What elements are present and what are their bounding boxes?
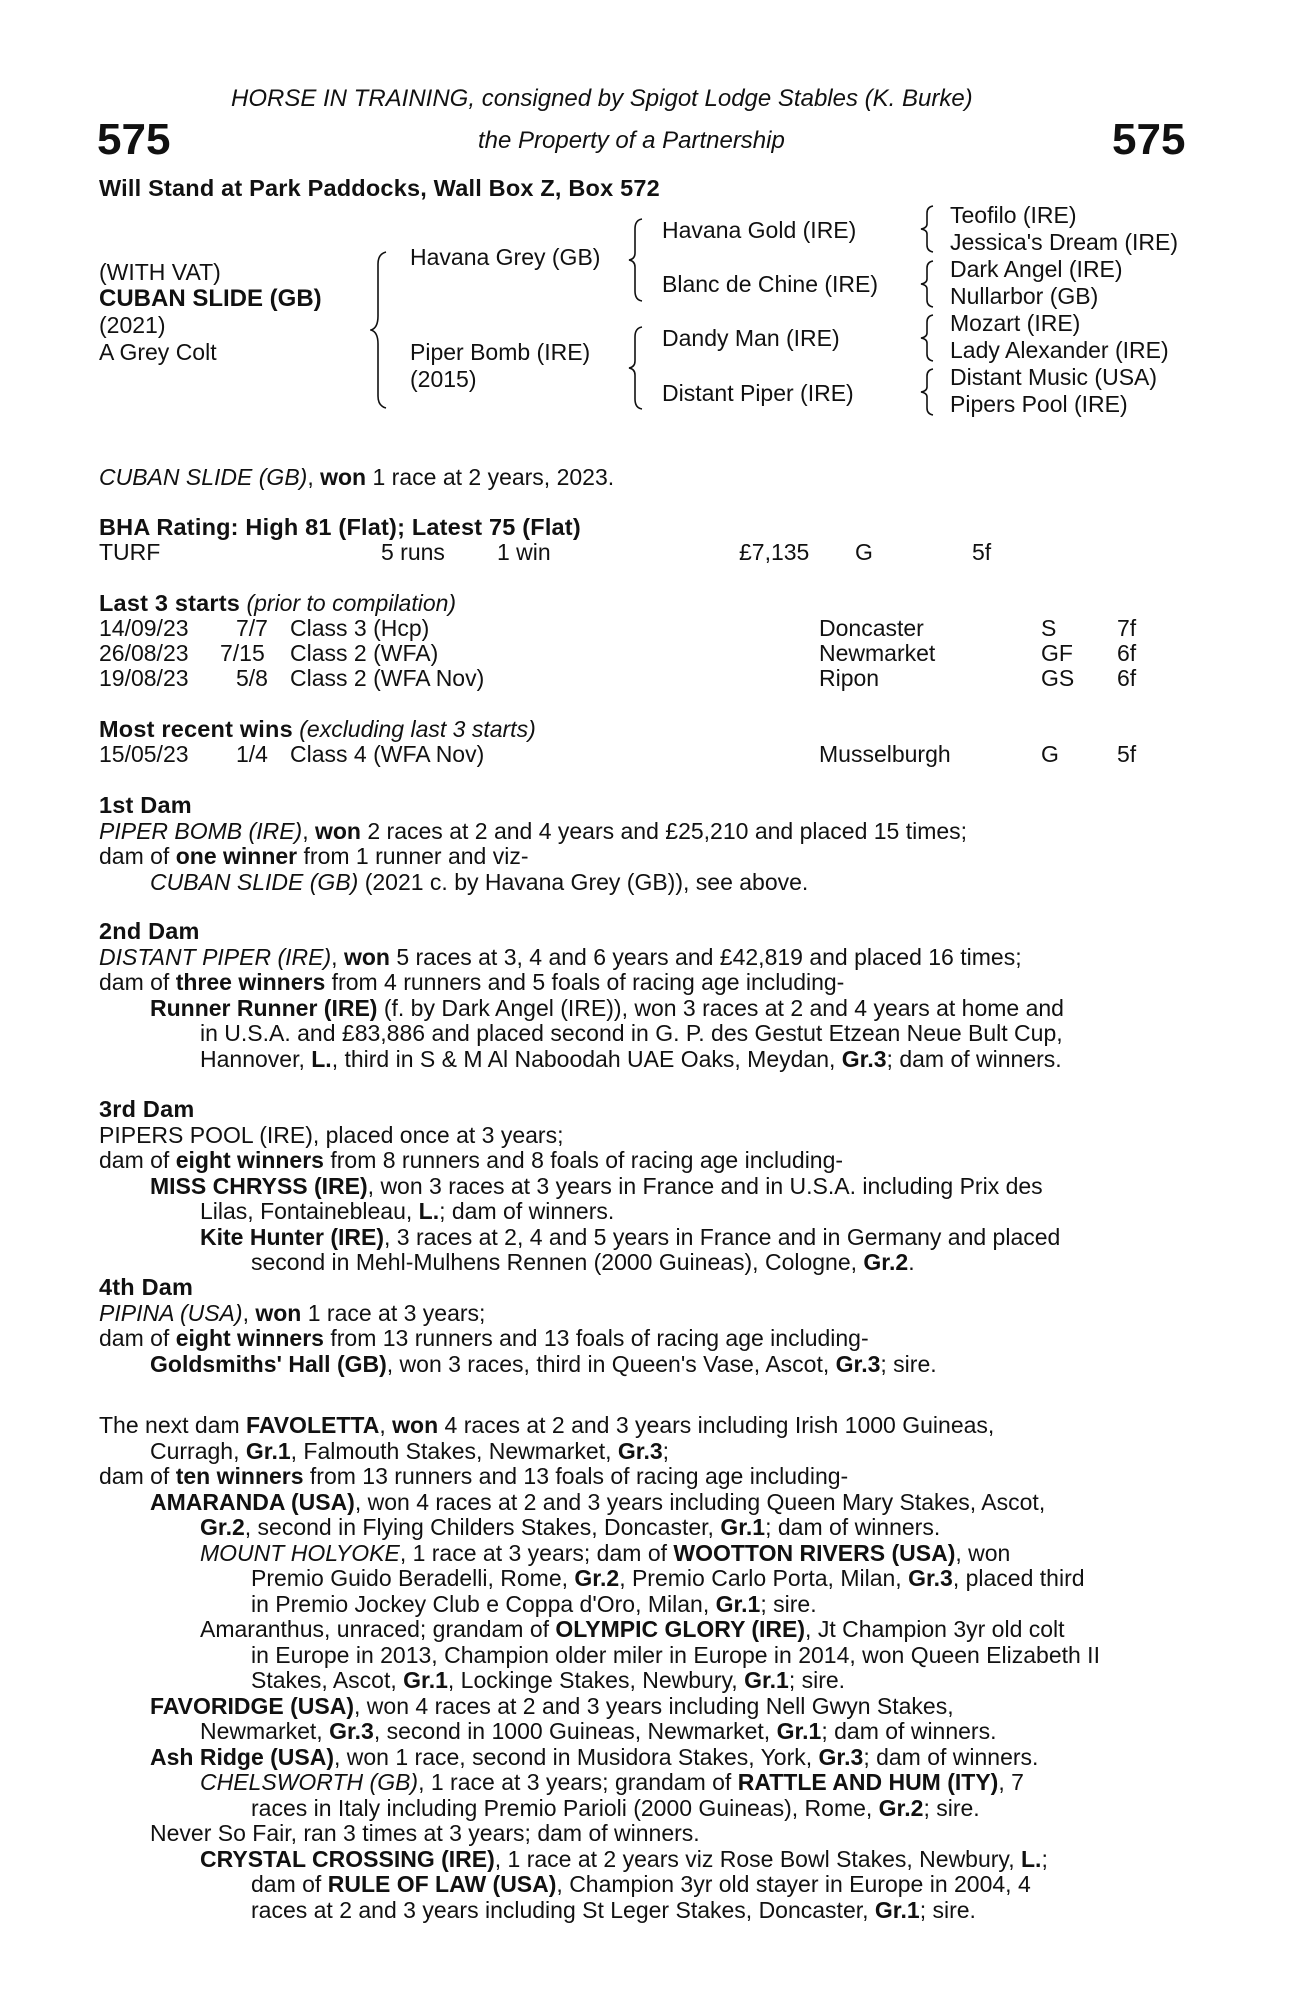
second-dam-section — [99, 919, 1198, 1072]
progeny-name: CRYSTAL CROSSING (IRE) — [200, 1845, 495, 1872]
grade: Gr.1 — [245, 1437, 291, 1464]
progeny-name: RULE OF LAW (USA) — [327, 1871, 557, 1897]
win-distance: 5f — [1117, 741, 1137, 767]
text: The next dam — [99, 1412, 247, 1438]
start-distance: 6f — [1117, 640, 1137, 666]
text: Lilas, Fontainebleau, — [200, 1198, 419, 1224]
progeny-line — [99, 1694, 1198, 1720]
pedigree-brace-dam — [628, 325, 650, 411]
text: ; sire. — [880, 1350, 937, 1377]
win-going: G — [1041, 741, 1059, 767]
progeny-name: Goldsmiths' Hall (GB) — [150, 1350, 387, 1377]
pedigree-brace-sd — [920, 259, 940, 309]
dam-produce — [99, 1326, 1198, 1352]
grade: Gr.2 — [863, 1249, 909, 1275]
start-going: GS — [1041, 665, 1075, 691]
grade: Gr.2 — [200, 1514, 245, 1540]
dam-record: PIPERS POOL (IRE), placed once at 3 years; — [99, 1121, 564, 1148]
progeny-line — [99, 1047, 1198, 1073]
progeny-name: AMARANDA (USA) — [150, 1488, 355, 1515]
text: , Falmouth Stakes, Newmarket, — [290, 1437, 618, 1464]
progeny-name: MISS CHRYSS (IRE) — [150, 1172, 368, 1199]
progeny-name: RATTLE AND HUM (ITY) — [737, 1769, 999, 1795]
grade: Gr.3 — [841, 1045, 887, 1072]
dam-record — [99, 819, 1198, 845]
fourth-dam-section — [99, 1275, 1198, 1377]
text: Newmarket, — [200, 1718, 330, 1744]
start-date: 19/08/23 — [99, 665, 189, 691]
pedigree-brace-dd — [920, 367, 940, 417]
text: , won 4 races at 2 and 3 years including Queen Mary Stakes, Ascot, — [354, 1488, 1046, 1515]
dd-dam: Pipers Pool (IRE) — [950, 391, 1128, 417]
pedigree-brace-ds — [920, 313, 940, 363]
grade: Gr.3 — [835, 1350, 881, 1377]
grade: L. — [311, 1045, 332, 1072]
text: , — [331, 943, 344, 970]
text: , — [302, 817, 315, 844]
text: ; sire. — [788, 1667, 846, 1693]
text: , 3 races at 2, 4 and 5 years in France and in Germany and placed — [384, 1223, 1061, 1250]
text: ; — [1041, 1845, 1048, 1872]
text: from 4 runners and 5 foals of racing age including- — [325, 969, 845, 995]
third-dam-section — [99, 1097, 1198, 1276]
vat-note: (WITH VAT) — [99, 259, 221, 285]
start-course: Ripon — [819, 665, 880, 691]
progeny-line — [99, 1225, 1198, 1251]
progeny-line — [99, 1821, 1198, 1847]
text: from 8 runners and 8 foals of racing age including- — [323, 1147, 844, 1173]
section-title: 1st Dam — [99, 792, 192, 818]
dam-produce — [99, 1148, 1198, 1174]
text: , third in S & M Al Naboodah UAE Oaks, Meydan, — [331, 1045, 842, 1072]
wins: 1 win — [497, 539, 551, 565]
start-class: Class 2 (WFA) — [290, 640, 439, 666]
grade: Gr.1 — [744, 1667, 789, 1693]
text: , 1 race at 3 years; dam of — [399, 1539, 674, 1566]
text: ; dam of winners. — [439, 1198, 615, 1224]
grade: Gr.3 — [818, 1743, 864, 1770]
property-line: the Property of a Partnership — [478, 127, 785, 154]
distance: 5f — [972, 539, 992, 565]
lot-number-right: 575 — [1112, 115, 1186, 164]
text: , won 3 races, third in Queen's Vase, Ascot, — [386, 1350, 836, 1377]
next-dam-record — [99, 1413, 1198, 1439]
grade: Gr.2 — [574, 1565, 620, 1591]
progeny-name: Kite Hunter (IRE) — [200, 1223, 384, 1250]
win-course: Musselburgh — [819, 741, 951, 767]
progeny-line — [99, 1515, 1198, 1541]
start-course: Doncaster — [819, 615, 924, 641]
text: Stakes, Ascot, — [251, 1667, 404, 1693]
dam-produce — [99, 1464, 1198, 1490]
text: , Premio Carlo Porta, Milan, — [619, 1565, 909, 1591]
text: , won 1 race, second in Musidora Stakes, York, — [334, 1743, 819, 1770]
start-going: S — [1041, 615, 1057, 641]
summary-comma: , — [307, 464, 321, 490]
text: , won 4 races at 2 and 3 years including Nell Gwyn Stakes, — [354, 1692, 954, 1719]
text: from 13 runners and 13 foals of racing age including- — [323, 1325, 869, 1351]
summary-won: won — [320, 464, 367, 490]
start-position: 7/15 — [220, 640, 265, 666]
progeny-name: Ash Ridge (USA) — [150, 1743, 334, 1770]
text: in U.S.A. and £83,886 and placed second in G. P. des Gestut Etzean Neue Bult Cup, — [200, 1020, 1063, 1046]
ss-dam: Jessica's Dream (IRE) — [950, 229, 1179, 255]
pedigree-brace-sire — [628, 217, 650, 303]
progeny-name: CHELSWORTH (GB) — [200, 1769, 419, 1795]
text: ; sire. — [760, 1590, 817, 1617]
progeny-line — [99, 1199, 1198, 1225]
won-label: won — [314, 817, 361, 844]
ss-sire: Teofilo (IRE) — [950, 202, 1077, 228]
grade: Gr.1 — [720, 1514, 766, 1540]
progeny-line — [99, 996, 1198, 1022]
summary-rest: 1 race at 2 years, 2023. — [366, 464, 615, 490]
dam-record — [99, 1301, 1198, 1327]
text: 1 race at 3 years; — [301, 1299, 486, 1326]
pedigree-brace-main — [370, 250, 396, 410]
dam-name: PIPER BOMB (IRE) — [99, 817, 303, 844]
text: (f. by Dark Angel (IRE)), won 3 races at 2 and 4 years at home and — [377, 994, 1064, 1021]
text: , second in Flying Childers Stakes, Doncaster, — [244, 1514, 721, 1540]
next-dam-section — [99, 1413, 1198, 1923]
text: ; dam of winners. — [863, 1743, 1039, 1770]
last3-heading — [99, 591, 456, 617]
text-line — [99, 1439, 1198, 1465]
dam-record — [99, 945, 1198, 971]
progeny-name: Runner Runner (IRE) — [150, 994, 378, 1021]
text: , Lockinge Stakes, Newbury, — [447, 1667, 745, 1693]
text: , 7 — [998, 1769, 1024, 1795]
text: dam of — [99, 969, 176, 995]
dam-dam: Distant Piper (IRE) — [662, 380, 854, 406]
surface: TURF — [99, 539, 161, 565]
dd-sire: Distant Music (USA) — [950, 364, 1158, 390]
text: dam of — [99, 1463, 176, 1489]
text: Amaranthus, unraced; grandam of — [200, 1616, 556, 1642]
text: 5 races at 3, 4 and 6 years and £42,819 and placed 16 times; — [389, 943, 1022, 970]
winners-count: ten winners — [175, 1463, 304, 1489]
progeny-line — [99, 1352, 1198, 1378]
text: . — [908, 1249, 915, 1275]
text: second in Mehl-Mulhens Rennen (2000 Guineas), Cologne, — [251, 1249, 864, 1275]
win-position: 1/4 — [236, 741, 268, 767]
start-going: GF — [1041, 640, 1073, 666]
text: from 13 runners and 13 foals of racing age including- — [303, 1463, 849, 1489]
progeny-line — [99, 1643, 1198, 1669]
lot-number-left: 575 — [97, 115, 171, 164]
grade: Gr.1 — [403, 1667, 448, 1693]
runs: 5 runs — [381, 539, 445, 565]
text: , won — [955, 1539, 1011, 1566]
recent-note: (excluding last 3 starts) — [292, 716, 536, 742]
text: dam of — [99, 1147, 176, 1173]
rating-title: BHA Rating: High 81 (Flat); Latest 75 (Flat) — [99, 514, 581, 540]
going: G — [855, 539, 873, 565]
consignor-line: HORSE IN TRAINING, consigned by Spigot Lodge Stables (K. Burke) — [231, 85, 973, 112]
text: 2 races at 2 and 4 years and £25,210 and placed 15 times; — [360, 817, 968, 844]
text: ; dam of winners. — [765, 1514, 941, 1540]
summary-name: CUBAN SLIDE (GB) — [99, 464, 308, 490]
text: ; sire. — [923, 1794, 980, 1821]
grade: Gr.1 — [776, 1718, 822, 1744]
grade: Gr.3 — [329, 1718, 374, 1744]
progeny-line — [99, 1617, 1198, 1643]
progeny-line — [99, 1719, 1198, 1745]
win-date: 15/05/23 — [99, 741, 189, 767]
last3-note: (prior to compilation) — [240, 590, 457, 616]
text: , Jt Champion 3yr old colt — [805, 1616, 1065, 1642]
progeny-name: WOOTTON RIVERS (USA) — [673, 1539, 956, 1566]
text: , second in 1000 Guineas, Newmarket, — [373, 1718, 777, 1744]
text: Never So Fair, ran 3 times at 3 years; dam of winners. — [150, 1820, 700, 1846]
progeny-line — [99, 1872, 1198, 1898]
progeny-name: FAVORIDGE (USA) — [150, 1692, 355, 1719]
grade: Gr.3 — [908, 1565, 953, 1591]
winners-count: eight winners — [175, 1325, 324, 1351]
progeny-line — [99, 1898, 1198, 1924]
horse-description: A Grey Colt — [99, 339, 217, 365]
sire-dam: Blanc de Chine (IRE) — [662, 271, 879, 297]
recent-title: Most recent wins — [99, 716, 293, 742]
text: 4 races at 2 and 3 years including Irish 1000 Guineas, — [438, 1412, 995, 1438]
start-row — [99, 641, 1199, 666]
won-label: won — [255, 1299, 302, 1326]
rating-row — [99, 540, 1199, 565]
start-distance: 7f — [1117, 615, 1137, 641]
text: , won 3 races at 3 years in France and in U.S.A. including Prix des — [367, 1172, 1043, 1199]
progeny-line — [99, 1847, 1198, 1873]
progeny-line — [99, 1745, 1198, 1771]
text: from 1 runner and viz- — [297, 843, 529, 869]
start-position: 7/7 — [236, 615, 268, 641]
progeny-line — [99, 870, 1198, 896]
progeny-line — [99, 1668, 1198, 1694]
text: , Champion 3yr old stayer in Europe in 2004, 4 — [556, 1871, 1031, 1897]
text: in Premio Jockey Club e Coppa d'Oro, Milan, — [251, 1590, 716, 1617]
start-position: 5/8 — [236, 665, 268, 691]
text: , — [242, 1299, 256, 1326]
progeny-line — [99, 1566, 1198, 1592]
ds-sire: Mozart (IRE) — [950, 310, 1081, 336]
text: races in Italy including Premio Parioli (2000 Guineas), Rome, — [251, 1794, 879, 1821]
first-dam-section — [99, 793, 1198, 895]
dam-produce — [99, 970, 1198, 996]
progeny-line — [99, 1250, 1198, 1276]
text: ; dam of winners. — [821, 1718, 997, 1744]
start-class: Class 3 (Hcp) — [290, 615, 430, 641]
text: , placed third — [952, 1565, 1085, 1591]
grade: Gr.1 — [715, 1590, 761, 1617]
start-date: 26/08/23 — [99, 640, 189, 666]
start-distance: 6f — [1117, 665, 1137, 691]
section-title: 4th Dam — [99, 1274, 194, 1300]
section-title: 2nd Dam — [99, 918, 200, 944]
text: ; sire. — [919, 1896, 976, 1923]
progeny-line — [99, 1021, 1198, 1047]
won-label: won — [343, 943, 390, 970]
dam-name: DISTANT PIPER (IRE) — [99, 943, 332, 970]
text: races at 2 and 3 years including St Leger Stakes, Doncaster, — [251, 1896, 875, 1923]
text: dam of — [251, 1871, 328, 1897]
progeny-line — [99, 1796, 1198, 1822]
horse-year: (2021) — [99, 312, 166, 338]
stand-location: Will Stand at Park Paddocks, Wall Box Z, Box 572 — [99, 175, 660, 201]
dam-name: FAVOLETTA — [246, 1412, 380, 1438]
text: ; dam of winners. — [886, 1045, 1062, 1072]
grade: L. — [1021, 1845, 1042, 1872]
last3-title: Last 3 starts — [99, 590, 241, 616]
text: , 1 race at 2 years viz Rose Bowl Stakes, Newbury, — [494, 1845, 1021, 1872]
grade: Gr.1 — [874, 1896, 920, 1923]
dam-year: (2015) — [410, 366, 477, 392]
text: Curragh, — [150, 1437, 246, 1464]
prize-money: £7,135 — [739, 539, 810, 565]
sire-sire: Havana Gold (IRE) — [662, 217, 857, 243]
sire: Havana Grey (GB) — [410, 244, 601, 270]
text: (2021 c. by Havana Grey (GB)), see above. — [358, 868, 809, 895]
text: , — [379, 1412, 393, 1438]
sd-dam: Nullarbor (GB) — [950, 283, 1099, 309]
text: dam of — [99, 843, 176, 869]
recent-heading — [99, 717, 536, 743]
start-class: Class 2 (WFA Nov) — [290, 665, 485, 691]
dam-sire: Dandy Man (IRE) — [662, 325, 840, 351]
ds-dam: Lady Alexander (IRE) — [950, 337, 1169, 363]
text: in Europe in 2013, Champion older miler in Europe in 2014, won Queen Elizabeth II — [251, 1641, 1100, 1668]
pedigree-brace-ss — [920, 204, 940, 254]
winners-count: three winners — [175, 969, 326, 995]
progeny-line — [99, 1592, 1198, 1618]
grade: Gr.3 — [617, 1437, 663, 1464]
start-course: Newmarket — [819, 640, 936, 666]
winners-count: one winner — [175, 843, 298, 869]
progeny-line — [99, 1770, 1198, 1796]
progeny-line — [99, 1490, 1198, 1516]
race-summary — [99, 465, 614, 491]
grade: L. — [418, 1198, 440, 1224]
start-date: 14/09/23 — [99, 615, 189, 641]
progeny-line — [99, 1174, 1198, 1200]
won-label: won — [392, 1412, 439, 1438]
text: ; — [662, 1437, 670, 1464]
progeny-name: CUBAN SLIDE (GB) — [150, 868, 359, 895]
sd-sire: Dark Angel (IRE) — [950, 256, 1123, 282]
text: dam of — [99, 1325, 176, 1351]
dam: Piper Bomb (IRE) — [410, 339, 591, 365]
winners-count: eight winners — [175, 1147, 324, 1173]
grade: Gr.2 — [878, 1794, 924, 1821]
text: , 1 race at 3 years; grandam of — [418, 1769, 738, 1795]
win-class: Class 4 (WFA Nov) — [290, 741, 485, 767]
progeny-name: MOUNT HOLYOKE — [200, 1539, 400, 1566]
section-title: 3rd Dam — [99, 1096, 195, 1122]
text: Premio Guido Beradelli, Rome, — [251, 1565, 575, 1591]
win-row — [99, 742, 1199, 767]
dam-name: PIPINA (USA) — [99, 1299, 243, 1326]
progeny-name: OLYMPIC GLORY (IRE) — [555, 1616, 806, 1642]
progeny-line — [99, 1541, 1198, 1567]
start-row — [99, 616, 1199, 641]
text: Hannover, — [200, 1045, 312, 1072]
start-row — [99, 666, 1199, 691]
dam-produce — [99, 844, 1198, 870]
horse-name: CUBAN SLIDE (GB) — [99, 285, 322, 312]
